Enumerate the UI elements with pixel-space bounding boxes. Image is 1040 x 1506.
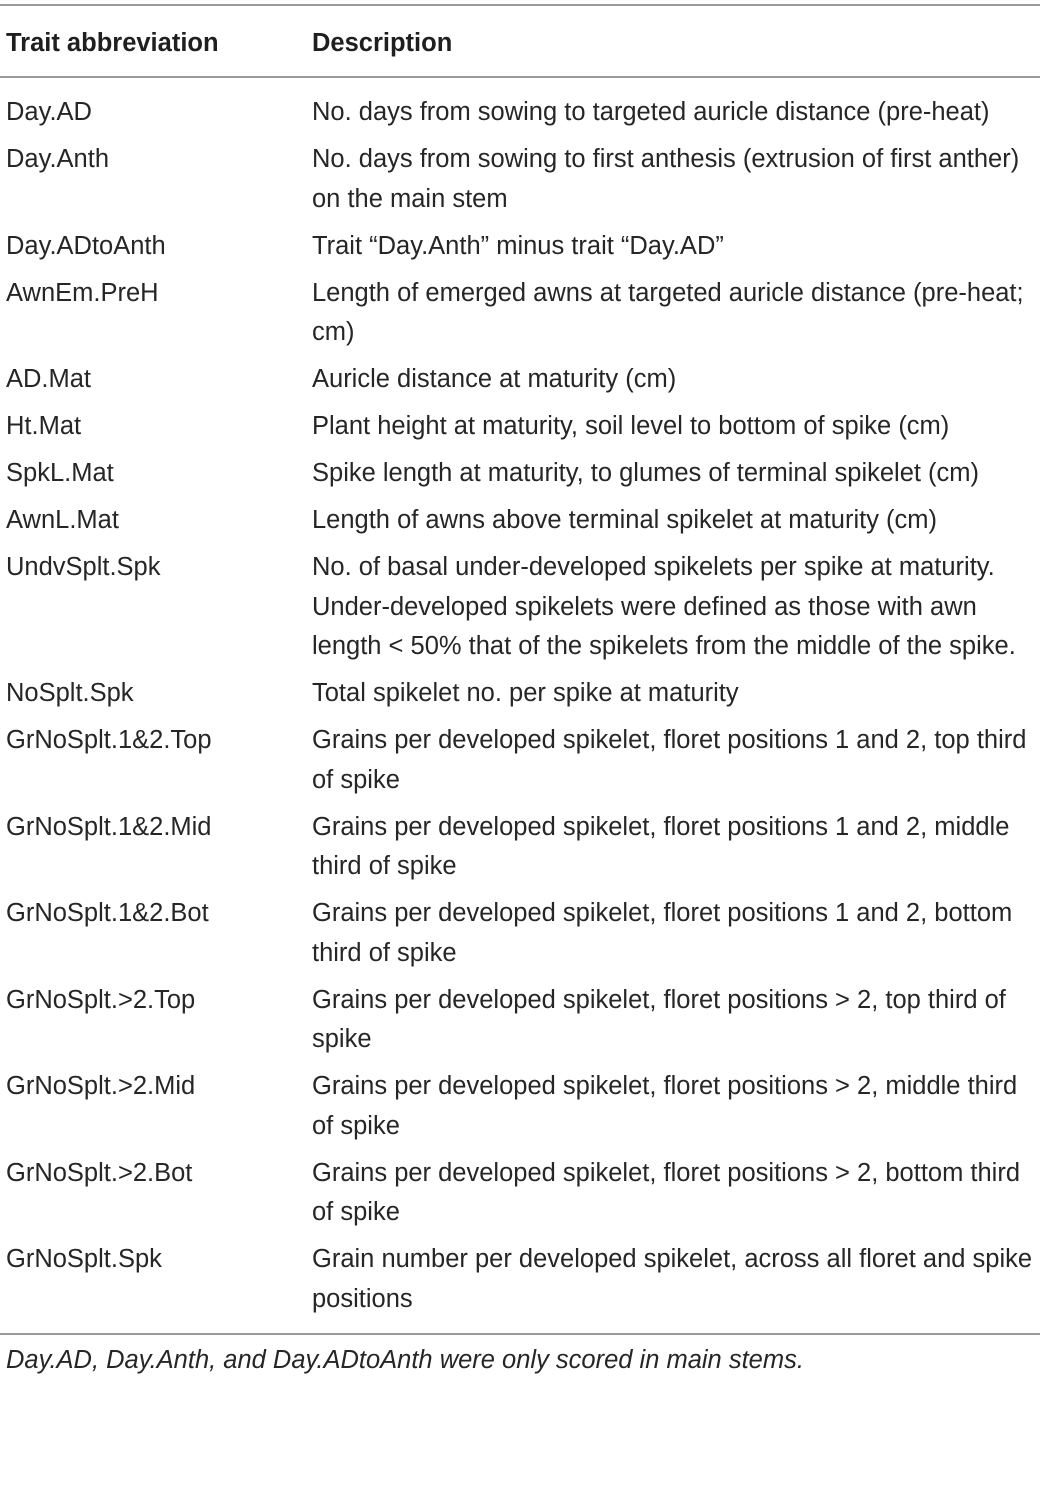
trait-abbreviation-cell: AD.Mat xyxy=(6,365,92,393)
table-row xyxy=(0,140,1040,227)
trait-abbreviation-cell: GrNoSplt.>2.Mid xyxy=(6,1072,196,1100)
table-row xyxy=(0,77,1040,140)
trait-description-cell: Length of emerged awns at targeted auricle distance (pre-heat; cm) xyxy=(312,278,1024,346)
header-trait-abbreviation: Trait abbreviation xyxy=(0,5,306,77)
table-row xyxy=(0,894,1040,981)
trait-description-cell: Grains per developed spikelet, floret positions > 2, bottom third of spike xyxy=(312,1158,1021,1226)
table-row xyxy=(0,501,1040,548)
table-row xyxy=(0,274,1040,361)
table-row xyxy=(0,548,1040,674)
trait-table xyxy=(0,4,1040,1333)
trait-description-cell: Trait “Day.Anth” minus trait “Day.AD” xyxy=(312,231,724,260)
trait-abbreviation-cell: GrNoSplt.Spk xyxy=(6,1245,162,1273)
table-header xyxy=(0,5,1040,77)
table-row xyxy=(0,981,1040,1068)
trait-abbreviation-cell: AwnL.Mat xyxy=(6,506,119,534)
trait-abbreviation-cell: GrNoSplt.>2.Top xyxy=(6,985,196,1014)
trait-description-cell: Total spikelet no. per spike at maturity xyxy=(312,679,739,707)
table-row xyxy=(0,454,1040,501)
trait-description-cell: No. days from sowing to targeted auricle distance (pre-heat) xyxy=(312,98,990,126)
trait-description-cell: Spike length at maturity, to glumes of terminal spikelet (cm) xyxy=(312,459,980,487)
trait-abbreviation-cell: Day.Anth xyxy=(6,145,109,173)
table-row xyxy=(0,1154,1040,1241)
trait-description-cell: Grains per developed spikelet, floret positions > 2, top third of spike xyxy=(312,985,1006,1053)
trait-abbreviation-cell: Ht.Mat xyxy=(6,412,82,440)
trait-abbreviation-cell: UndvSplt.Spk xyxy=(6,553,161,581)
trait-description-cell: Grains per developed spikelet, floret positions > 2, middle third of spike xyxy=(312,1072,1018,1140)
trait-description-cell: Grain number per developed spikelet, across all floret and spike positions xyxy=(312,1245,1033,1313)
trait-abbreviation-cell: GrNoSplt.1&2.Top xyxy=(6,726,212,754)
trait-abbreviation-cell: NoSplt.Spk xyxy=(6,679,134,707)
table-footnote: Day.AD, Day.Anth, and Day.ADtoAnth were only scored in main stems. xyxy=(0,1333,1040,1376)
trait-description-cell: Grains per developed spikelet, floret positions 1 and 2, middle third of spike xyxy=(312,812,1010,880)
table-row xyxy=(0,360,1040,407)
trait-description-cell: Grains per developed spikelet, floret positions 1 and 2, bottom third of spike xyxy=(312,899,1013,967)
trait-abbreviation-cell: GrNoSplt.1&2.Bot xyxy=(6,899,209,927)
table-body xyxy=(0,77,1040,1333)
table-row xyxy=(0,407,1040,454)
table-row xyxy=(0,808,1040,895)
trait-abbreviation-cell: GrNoSplt.1&2.Mid xyxy=(6,812,212,841)
trait-abbreviation-cell: SpkL.Mat xyxy=(6,459,114,487)
trait-description-cell: Length of awns above terminal spikelet at maturity (cm) xyxy=(312,506,938,534)
trait-description-cell: Grains per developed spikelet, floret positions 1 and 2, top third of spike xyxy=(312,726,1027,794)
trait-description-cell: Plant height at maturity, soil level to bottom of spike (cm) xyxy=(312,412,950,440)
table-row xyxy=(0,674,1040,721)
trait-description-cell: Auricle distance at maturity (cm) xyxy=(312,365,677,393)
trait-abbreviation-cell: Day.ADtoAnth xyxy=(6,231,166,260)
trait-abbreviation-cell: GrNoSplt.>2.Bot xyxy=(6,1158,193,1187)
trait-description-cell: No. of basal under-developed spikelets per spike at maturity. Under-developed spikelets were defined as those with awn length < 50% that of the spikelets from the middle of the spike. xyxy=(312,553,1016,660)
trait-abbreviation-cell: AwnEm.PreH xyxy=(6,278,159,307)
header-row xyxy=(0,5,1040,77)
header-description: Description xyxy=(306,5,1040,77)
table-row xyxy=(0,1067,1040,1154)
table-row xyxy=(0,227,1040,274)
trait-description-cell: No. days from sowing to first anthesis (extrusion of first anther) on the main stem xyxy=(312,145,1020,213)
table-row xyxy=(0,721,1040,808)
table-row xyxy=(0,1240,1040,1333)
trait-abbreviation-cell: Day.AD xyxy=(6,98,92,126)
